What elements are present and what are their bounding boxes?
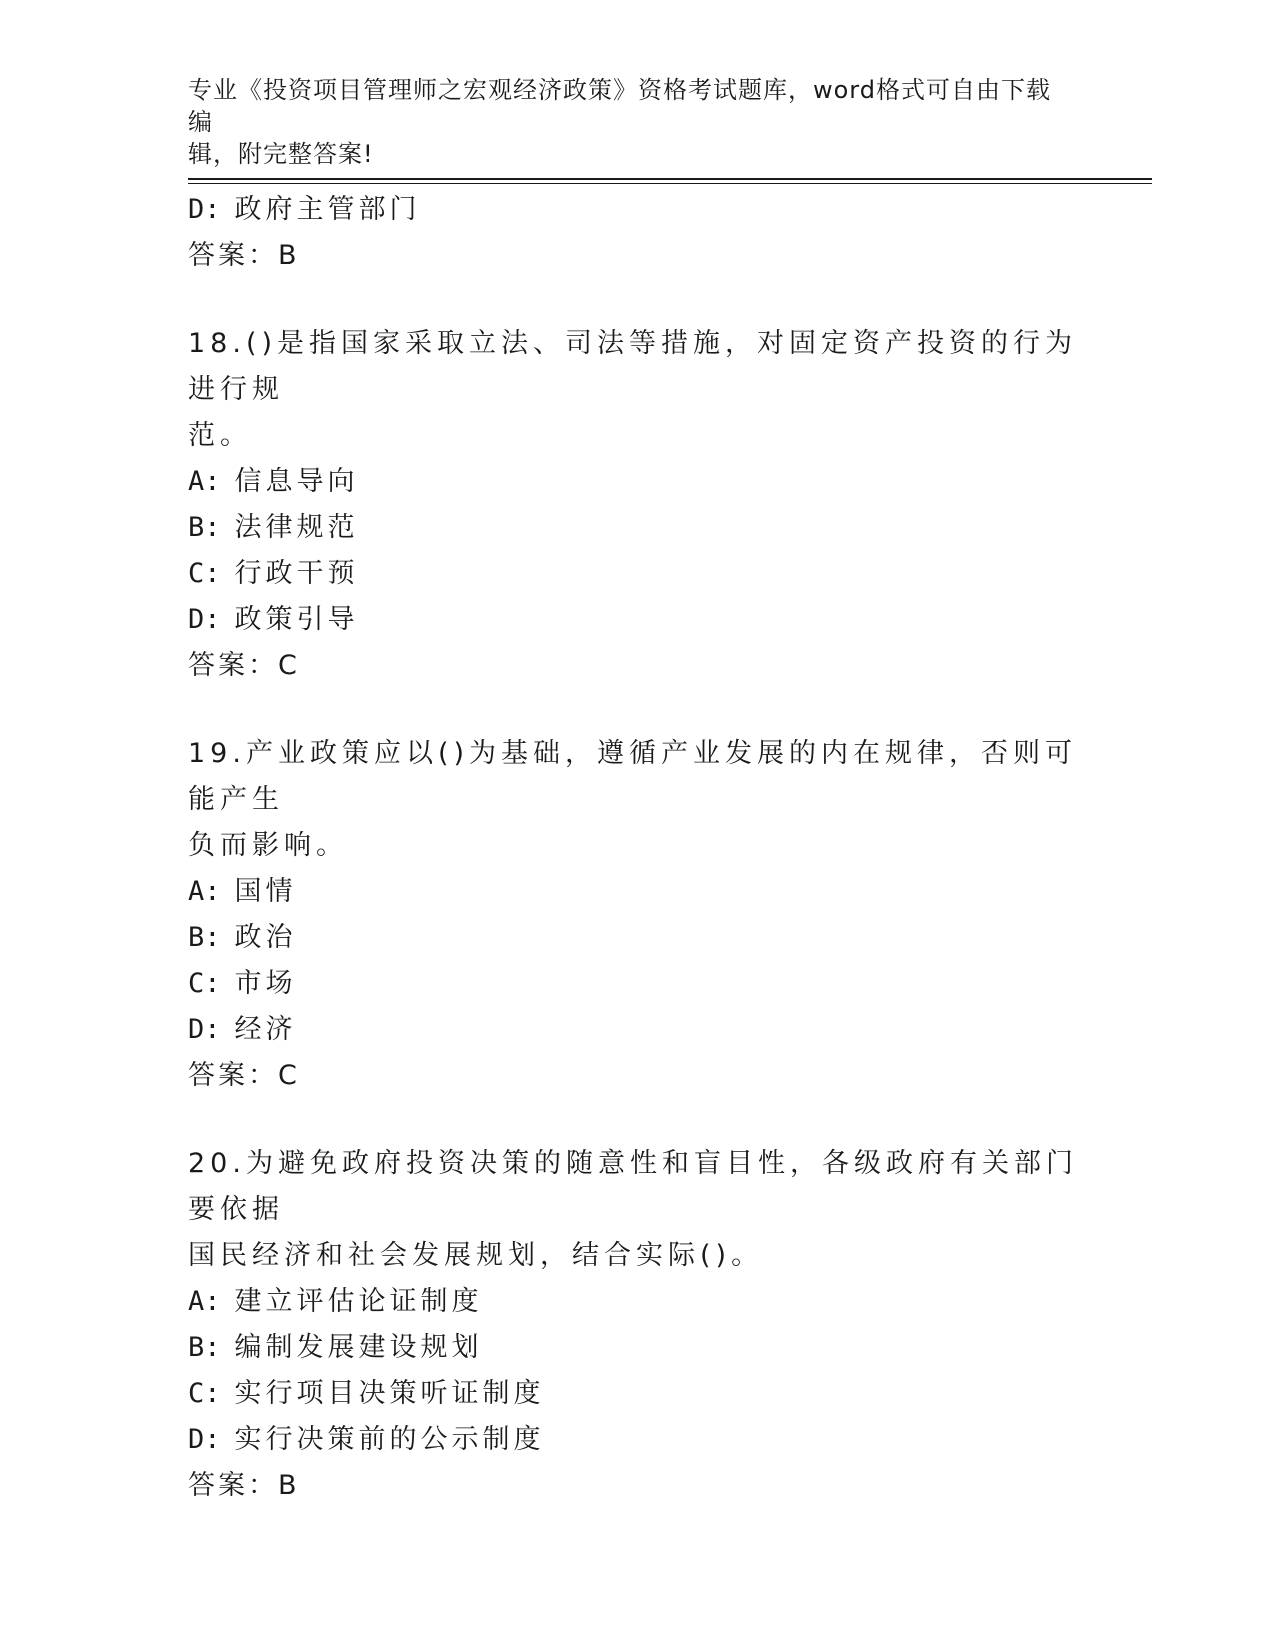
option-d [188, 597, 1088, 643]
page-header [188, 74, 1068, 170]
option-letter: B [188, 1332, 205, 1363]
option-letter: D [188, 1424, 205, 1455]
option-text: 实行项目决策听证制度 [234, 1378, 545, 1409]
option-separator: : [204, 558, 221, 589]
option-d [188, 187, 1088, 233]
option-separator: : [204, 968, 221, 999]
option-b [188, 505, 1088, 551]
option-text: 政府主管部门 [234, 194, 421, 225]
question-line-2: 范。 [188, 420, 252, 451]
option-text: 编制发展建设规划 [234, 1332, 483, 1363]
answer-line: 答案：C [188, 650, 300, 681]
option-letter: B [188, 512, 205, 543]
option-d [188, 1417, 1088, 1463]
option-letter: D [188, 1014, 205, 1045]
question-line-1: 20.为避免政府投资决策的随意性和盲目性，各级政府有关部门要依据 [188, 1148, 1078, 1225]
question-line-1: 18.()是指国家采取立法、司法等措施，对固定资产投资的行为进行规 [188, 328, 1078, 405]
option-c [188, 551, 1088, 597]
answer-line: 答案：B [188, 240, 300, 271]
option-c [188, 961, 1088, 1007]
header-divider-thick [188, 178, 1152, 180]
answer-line: 答案：C [188, 1060, 300, 1091]
option-separator: : [204, 1014, 221, 1045]
question-line-2: 国民经济和社会发展规划，结合实际()。 [188, 1240, 764, 1271]
option-text: 实行决策前的公示制度 [234, 1424, 545, 1455]
header-line-1: 专业《投资项目管理师之宏观经济政策》资格考试题库，word格式可自由下载编 [188, 76, 1051, 136]
option-letter: B [188, 922, 205, 953]
option-separator: : [204, 1286, 221, 1317]
option-separator: : [204, 194, 221, 225]
option-separator: : [204, 922, 221, 953]
option-letter: C [188, 1378, 205, 1409]
option-c [188, 1371, 1088, 1417]
question-18-text [188, 321, 1088, 459]
option-text: 法律规范 [234, 512, 359, 543]
option-letter: D [188, 604, 205, 635]
option-text: 信息导向 [234, 466, 359, 497]
option-separator: : [204, 604, 221, 635]
option-text: 政治 [234, 922, 297, 953]
option-separator: : [204, 876, 221, 907]
option-separator: : [204, 1332, 221, 1363]
option-text: 政策引导 [234, 604, 359, 635]
option-letter: A [188, 1286, 205, 1317]
question-20-text [188, 1141, 1088, 1279]
option-b [188, 1325, 1088, 1371]
header-divider-thin [188, 183, 1152, 184]
option-text: 国情 [234, 876, 297, 907]
option-separator: : [204, 1378, 221, 1409]
option-d [188, 1007, 1088, 1053]
question-19-text [188, 731, 1088, 869]
option-separator: : [204, 1424, 221, 1455]
option-text: 市场 [234, 968, 297, 999]
option-a [188, 1279, 1088, 1325]
option-letter: A [188, 876, 205, 907]
option-letter: C [188, 558, 205, 589]
answer-line: 答案：B [188, 1470, 300, 1501]
option-text: 建立评估论证制度 [234, 1286, 483, 1317]
question-line-2: 负而影响。 [188, 830, 348, 861]
option-separator: : [204, 512, 221, 543]
option-a [188, 459, 1088, 505]
option-text: 经济 [234, 1014, 297, 1045]
option-letter: A [188, 466, 205, 497]
question-list [188, 187, 1088, 1509]
header-line-2: 辑，附完整答案! [188, 140, 374, 168]
option-a [188, 869, 1088, 915]
option-separator: : [204, 466, 221, 497]
question-line-1: 19.产业政策应以()为基础，遵循产业发展的内在规律，否则可能产生 [188, 738, 1078, 815]
option-text: 行政干预 [234, 558, 359, 589]
option-letter: D [188, 194, 205, 225]
option-letter: C [188, 968, 205, 999]
option-b [188, 915, 1088, 961]
